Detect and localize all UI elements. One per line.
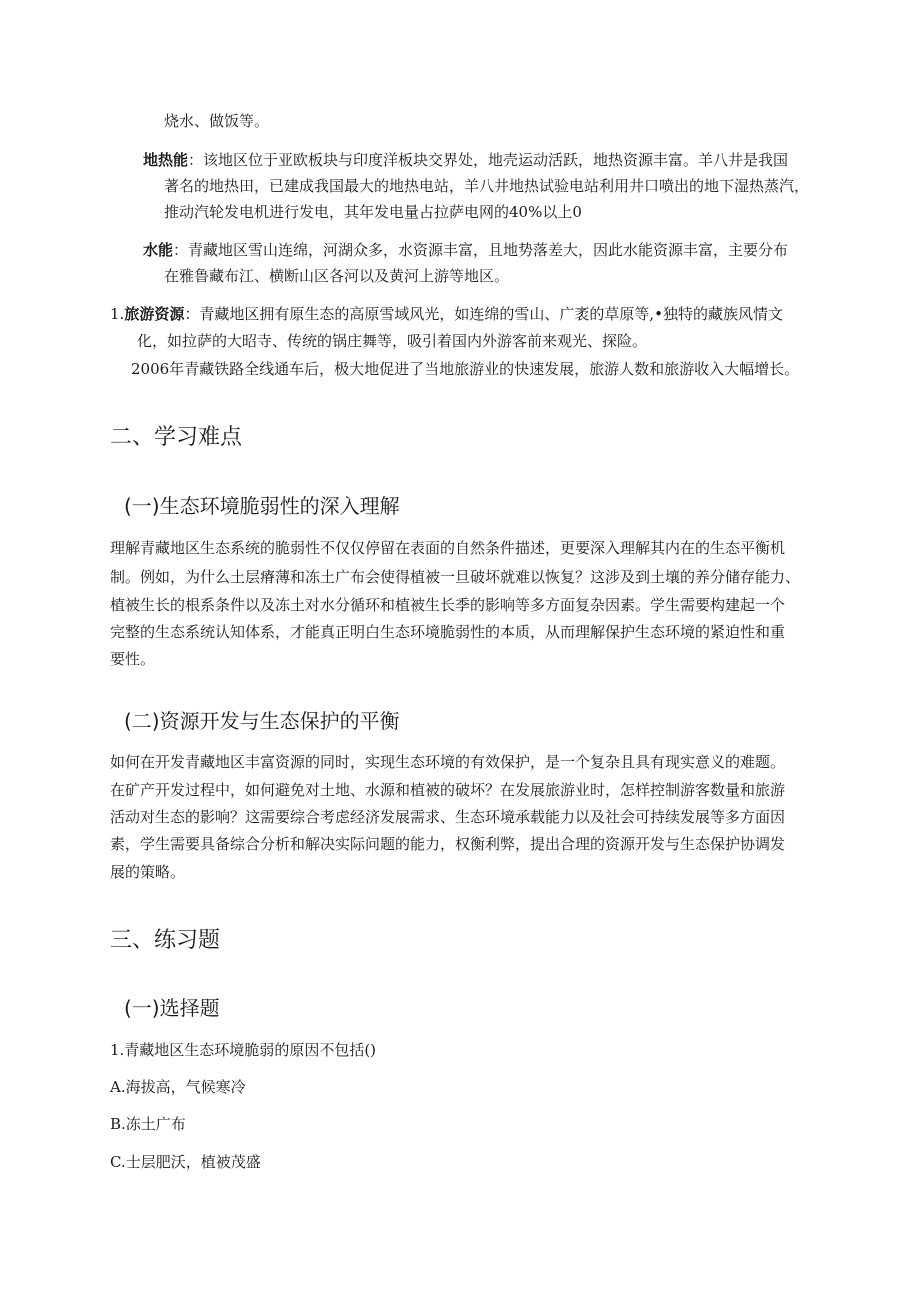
hydro-label: 水能 [143, 241, 174, 259]
hydro-line2: 在雅鲁藏布江、横断山区各河以及黄河上游等地区。 [164, 267, 510, 285]
sub2-line: 在矿产开发过程中，如何避免对土地、水源和植被的破坏？在发展旅游业时，怎样控制游客数量和旅游 [110, 781, 786, 799]
sub1-line: 理解青藏地区生态系统的脆弱性不仅仅停留在表面的自然条件描述，更要深入理解其内在的生态平衡机 [110, 539, 786, 557]
sub1-line: 制。例如，为什么土层瘠薄和冻土广布会使得植被一旦破坏就难以恢复？这涉及到土壤的养分储存能力、 [110, 568, 801, 586]
geothermal-line1 [143, 150, 788, 170]
exercises-sub1-heading: (一)选择题 [124, 996, 220, 1020]
option-a: A.海拔高，气候寒冷 [110, 1078, 246, 1096]
geothermal-label: 地热能 [143, 151, 189, 169]
question-1: 1.青藏地区生态环境脆弱的原因不包括() [110, 1041, 377, 1059]
tourism-label: 旅游资源 [124, 305, 185, 323]
sub1-line: 植被生长的根系条件以及冻土对水分循环和植被生长季的影响等多方面复杂因素。学生需要构建起一个 [110, 596, 786, 614]
difficulties-sub1-heading: (一)生态环境脆弱性的深入理解 [124, 494, 400, 518]
option-c: C.士层肥沃，植被茂盛 [110, 1153, 261, 1171]
option-b: B.冻土广布 [110, 1115, 186, 1133]
difficulties-sub2-heading: (二)资源开发与生态保护的平衡 [124, 709, 400, 733]
tourism-line3: 2006年青藏铁路全线通车后，极大地促进了当地旅游业的快速发展，旅游人数和旅游收入大幅增长。 [131, 360, 800, 378]
tourism-text1: ：青藏地区拥有原生态的高原雪域风光，如连绵的雪山、广袤的草原等,•独特的藏族风情文 [184, 305, 783, 323]
sub1-line: 要性。 [110, 650, 156, 668]
tourism-num: 1. [110, 305, 125, 323]
tourism-line2: 化，如拉萨的大昭寺、传统的锅庄舞等，吸引着国内外游客前来观光、探险。 [137, 332, 648, 350]
hydro-line1 [143, 240, 788, 260]
tourism-line1 [110, 304, 783, 324]
sub2-line: 展的策略。 [110, 863, 186, 881]
sub2-line: 活动对生态的影响？这需要综合考虑经济发展需求、生态环境承载能力以及社会可持续发展等多方面因 [110, 808, 786, 826]
energy-line0: 烧水、做饭等。 [164, 112, 270, 130]
sub2-line: 如何在开发青藏地区丰富资源的同时，实现生态环境的有效保护，是一个复杂且具有现实意义的难题。 [110, 753, 786, 771]
geothermal-line2: 著名的地热田，已建成我国最大的地热电站，羊八井地热试验电站利用井口喷出的地下湿热蒸汽， [164, 177, 810, 195]
sub1-line: 完整的生态系统认知体系，才能真正明白生态环境脆弱性的本质，从而理解保护生态环境的紧迫性和重 [110, 623, 786, 641]
sub2-line: 素，学生需要具备综合分析和解决实际问题的能力，权衡利弊，提出合理的资源开发与生态保护协调发 [110, 835, 786, 853]
geothermal-text1: ：该地区位于亚欧板块与印度洋板块交界处，地壳运动活跃，地热资源丰富。羊八井是我国 [188, 151, 789, 169]
exercises-heading: 三、练习题 [110, 928, 221, 953]
difficulties-heading: 二、学习难点 [110, 425, 243, 450]
hydro-text1: ：青藏地区雪山连绵，河湖众多，水资源丰富，且地势落差大，因此水能资源丰富，主要分布 [173, 241, 789, 259]
geothermal-line3: 推动汽轮发电机进行发电，其年发电量占拉萨电网的40%以上0 [164, 203, 582, 221]
